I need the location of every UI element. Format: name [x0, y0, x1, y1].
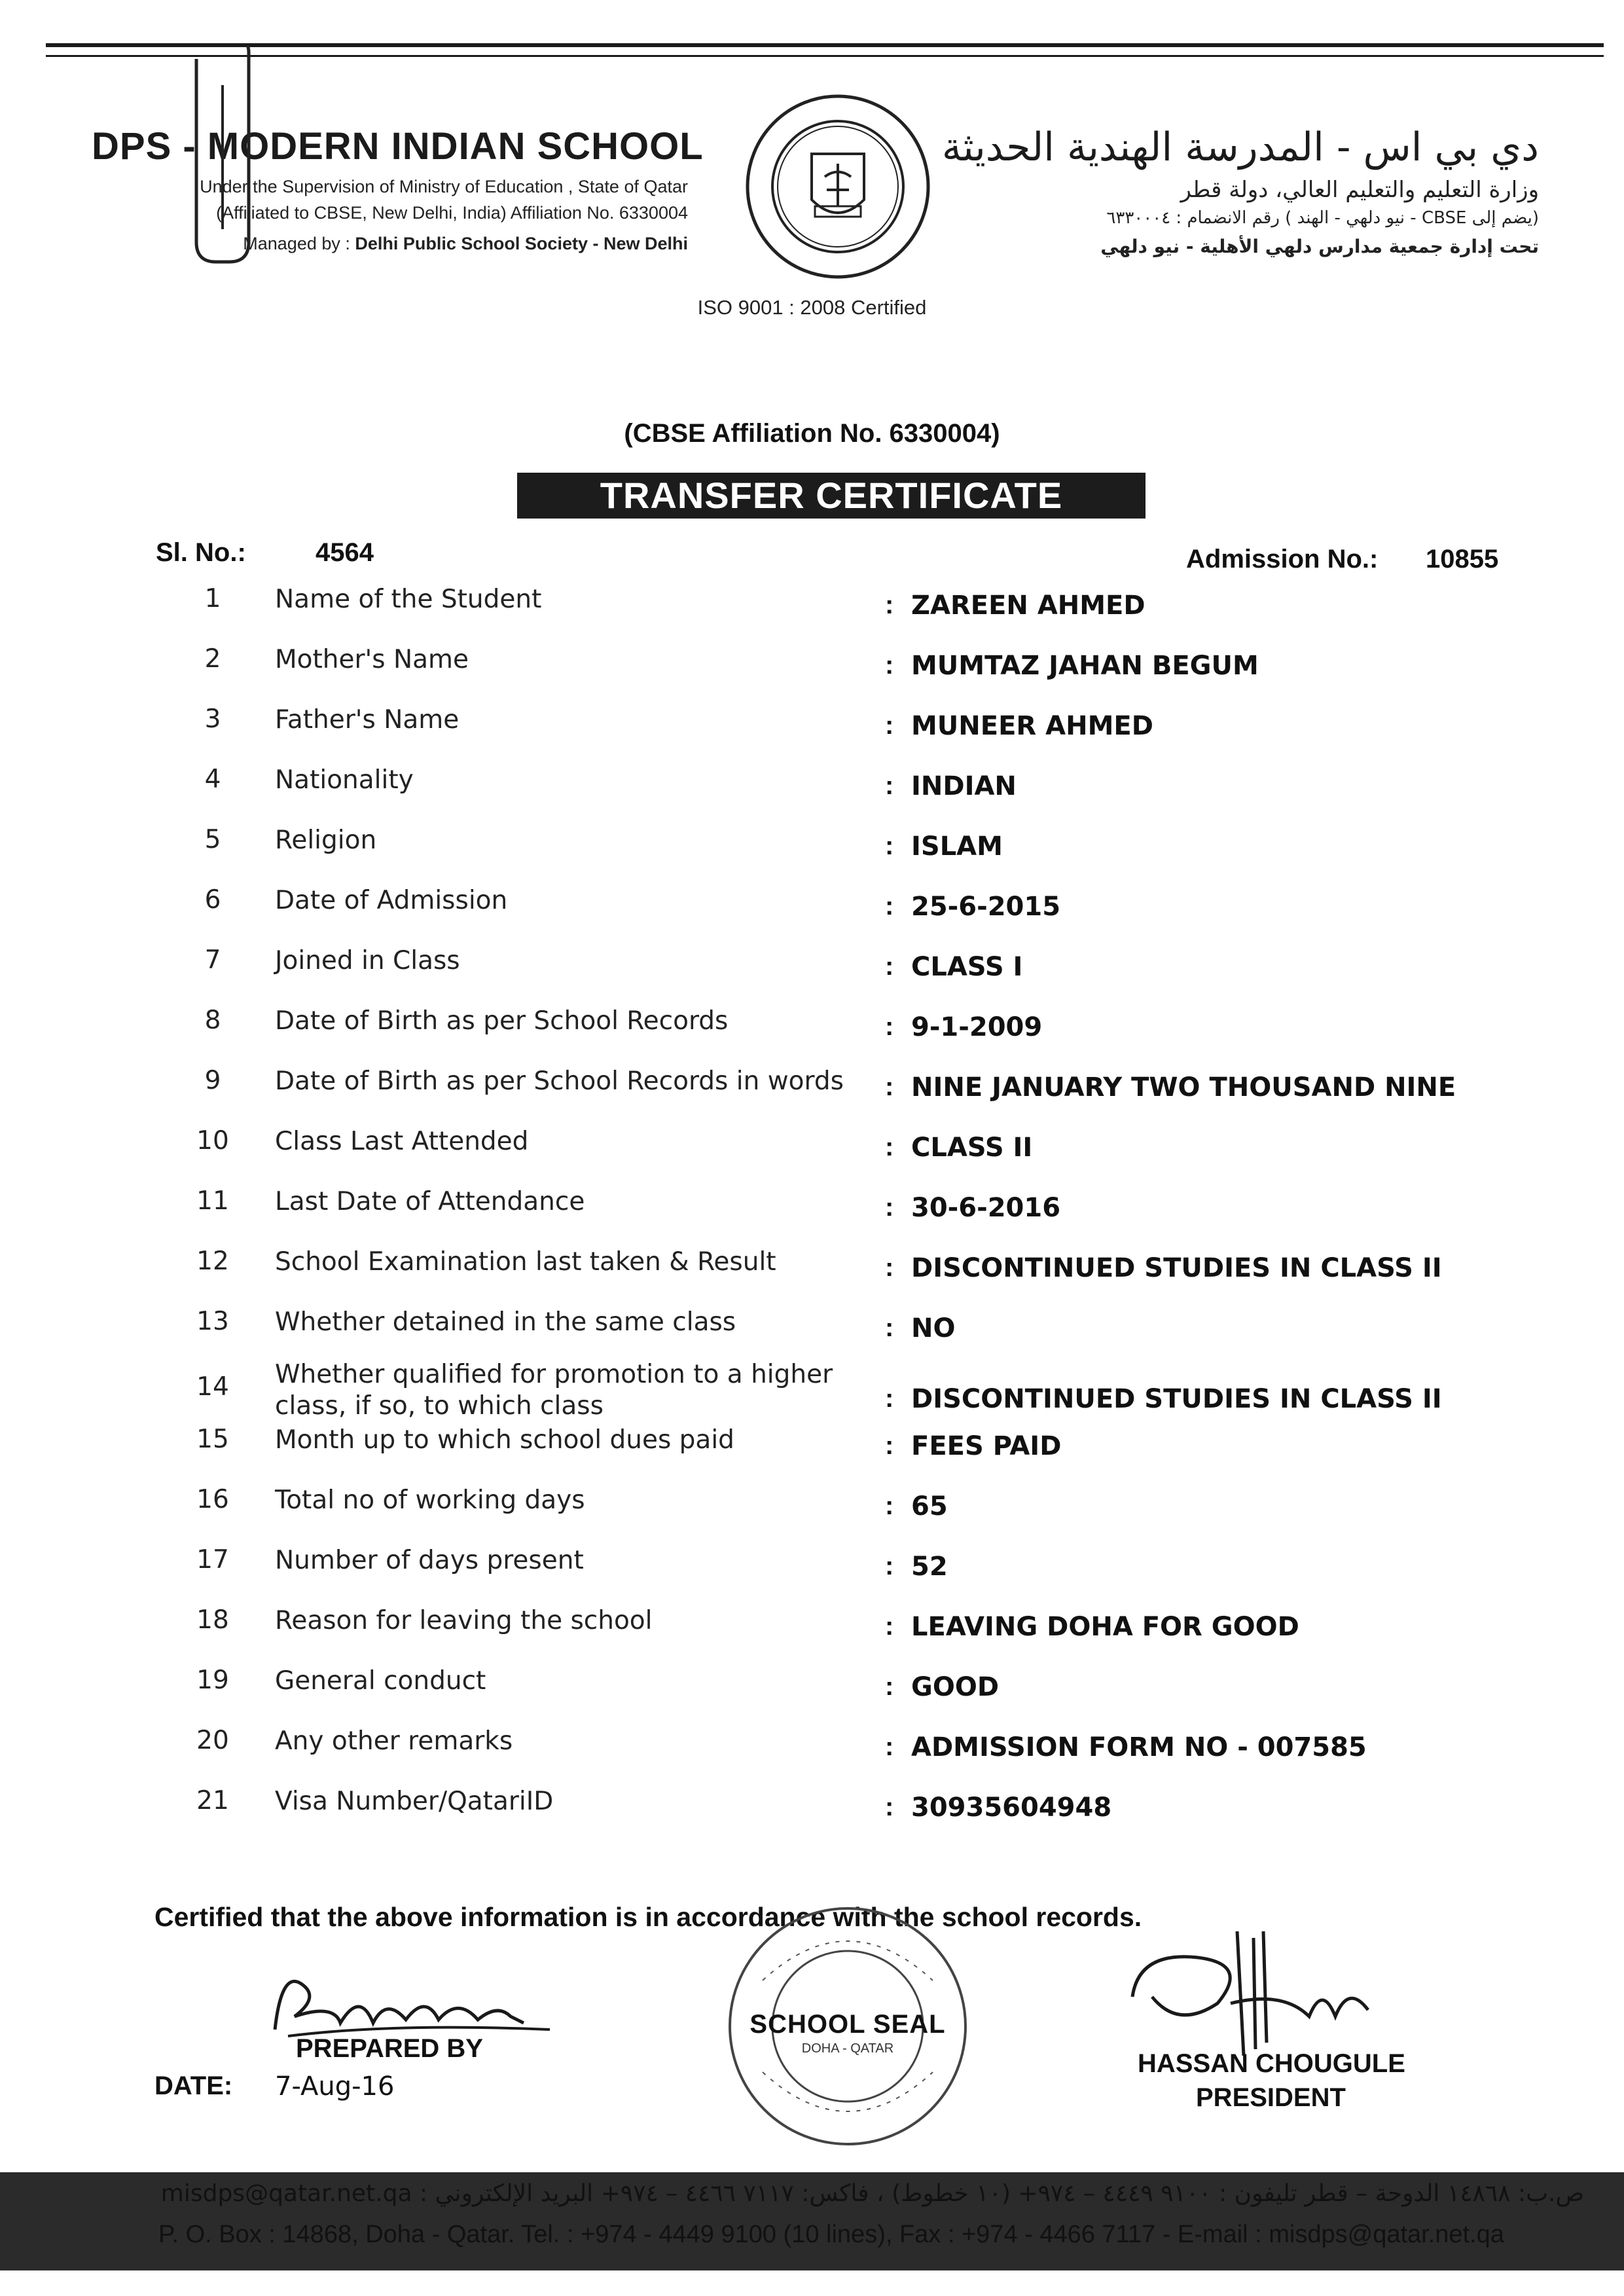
row-colon: :: [885, 1431, 894, 1460]
certificate-row: [0, 1666, 1624, 1724]
certificate-row: [0, 1126, 1624, 1185]
row-colon: :: [885, 1491, 894, 1520]
row-value: 30935604948: [911, 1793, 1112, 1823]
row-value: ZAREEN AHMED: [911, 591, 1146, 621]
certificate-row: [0, 825, 1624, 884]
row-number: 16: [196, 1485, 229, 1514]
row-colon: :: [885, 711, 894, 740]
footer-arabic-contact: ص.ب: ١٤٨٦٨ الدوحة – قطر تليفون : ٩١٠٠ ٤٤٤٩ – ٩٧٤+ (١٠ خطوط) ، فاكس: ٧١١٧ ٤٤٦٦ – ٩٧٤+ البريد الإلكتروني : misdps@qatar.net.qa: [160, 2180, 1584, 2207]
row-colon: :: [885, 952, 894, 981]
row-number: 14: [196, 1372, 229, 1402]
row-value: INDIAN: [911, 771, 1017, 801]
ministry-ar: وزارة التعليم والتعليم العالي، دولة قطر: [1180, 177, 1539, 203]
school-crest-icon: [743, 92, 933, 282]
row-value: GOOD: [911, 1672, 1000, 1702]
certificate-row: [0, 584, 1624, 643]
row-colon: :: [885, 1384, 894, 1413]
admission-no-value: 10855: [1426, 545, 1499, 574]
row-value: MUNEER AHMED: [911, 711, 1153, 741]
row-label: Whether qualified for promotion to a higher class, if so, to which class: [275, 1360, 833, 1421]
row-value: MUMTAZ JAHAN BEGUM: [911, 651, 1259, 681]
row-label: Reason for leaving the school: [275, 1606, 653, 1635]
row-label: Total no of working days: [275, 1485, 585, 1515]
row-number: 1: [204, 584, 221, 613]
row-label: Last Date of Attendance: [275, 1187, 585, 1216]
row-label: Number of days present: [275, 1546, 584, 1575]
affiliation-ar: (يضم إلى CBSE - نيو دلهي - الهند ) رقم الانضمام : ٦٣٣٠٠٠٤: [1106, 208, 1539, 228]
footer-english-contact: P. O. Box : 14868, Doha - Qatar. Tel. : +974 - 4449 9100 (10 lines), Fax : +974 - 4466 7117 - E-mail : misdps@qatar.net.qa: [158, 2221, 1504, 2248]
row-value: 30-6-2016: [911, 1193, 1061, 1223]
certificate-row: [0, 1726, 1624, 1785]
row-number: 2: [204, 644, 221, 674]
managed-by-label: Managed by :: [243, 234, 355, 253]
paperclip-icon: [157, 46, 301, 268]
row-label: School Examination last taken & Result: [275, 1247, 776, 1277]
certificate-row: [0, 1006, 1624, 1065]
row-value: 25-6-2015: [911, 892, 1061, 922]
row-colon: :: [885, 591, 894, 619]
row-value: FEES PAID: [911, 1431, 1062, 1461]
row-label: Date of Birth as per School Records in words: [275, 1066, 844, 1096]
row-label: Father's Name: [275, 705, 460, 735]
row-colon: :: [885, 831, 894, 860]
row-value: CLASS I: [911, 952, 1023, 982]
row-number: 19: [196, 1666, 229, 1695]
school-name-en: DPS - MODERN INDIAN SCHOOL: [92, 125, 704, 168]
row-number: 18: [196, 1605, 229, 1635]
row-colon: :: [885, 892, 894, 920]
president-name: HASSAN CHOUGULE: [1138, 2049, 1405, 2078]
admission-no-label: Admission No.:: [1186, 545, 1379, 574]
date-value: 7-Aug-16: [275, 2071, 395, 2102]
row-value: LEAVING DOHA FOR GOOD: [911, 1612, 1299, 1642]
row-colon: :: [885, 1253, 894, 1282]
row-colon: :: [885, 1012, 894, 1041]
row-number: 13: [196, 1307, 229, 1336]
certification-statement: Certified that the above information is in accordance with the school records.: [154, 1902, 1142, 1932]
affiliation-line: (Affiliated to CBSE, New Delhi, India) Affiliation No. 6330004: [216, 203, 688, 223]
seal-text: SCHOOL SEAL: [749, 2010, 946, 2039]
certificate-row: [0, 1605, 1624, 1664]
seal-subtext: DOHA - QATAR: [801, 2041, 894, 2056]
row-value: NO: [911, 1313, 956, 1343]
row-number: 4: [204, 765, 221, 794]
certificate-row: [0, 1066, 1624, 1125]
certificate-row: [0, 1359, 1624, 1421]
certificate-row: [0, 885, 1624, 944]
row-number: 17: [196, 1545, 229, 1575]
row-number: 15: [196, 1425, 229, 1454]
row-colon: :: [885, 1672, 894, 1701]
row-number: 21: [196, 1786, 229, 1815]
row-colon: :: [885, 1552, 894, 1580]
row-label: Month up to which school dues paid: [275, 1425, 734, 1455]
row-label: Date of Birth as per School Records: [275, 1006, 729, 1036]
certificate-row: [0, 765, 1624, 824]
certificate-row: [0, 945, 1624, 1004]
row-colon: :: [885, 1133, 894, 1161]
row-label: Joined in Class: [275, 946, 460, 975]
row-label: Religion: [275, 826, 377, 855]
document-title: TRANSFER CERTIFICATE: [517, 473, 1146, 519]
row-number: 8: [204, 1006, 221, 1035]
row-colon: :: [885, 771, 894, 800]
certificate-row: [0, 1425, 1624, 1484]
row-label: Nationality: [275, 765, 414, 795]
row-value: ISLAM: [911, 831, 1003, 862]
certificate-row: [0, 644, 1624, 703]
row-label: Whether detained in the same class: [275, 1307, 736, 1337]
certificate-row: [0, 1186, 1624, 1245]
sl-no-label: Sl. No.:: [156, 538, 246, 567]
certificate-row: [0, 1247, 1624, 1305]
row-colon: :: [885, 1072, 894, 1101]
row-value: 9-1-2009: [911, 1012, 1043, 1042]
row-number: 6: [204, 885, 221, 915]
row-colon: :: [885, 1193, 894, 1222]
row-value: 65: [911, 1491, 948, 1522]
row-number: 12: [196, 1247, 229, 1276]
certificate-row: [0, 1545, 1624, 1604]
certificate-row: [0, 1307, 1624, 1366]
row-colon: :: [885, 1732, 894, 1761]
certificate-row: [0, 1786, 1624, 1845]
row-value: 52: [911, 1552, 948, 1582]
row-value: DISCONTINUED STUDIES IN CLASS II: [911, 1384, 1442, 1414]
row-label: Visa Number/QatariID: [275, 1787, 554, 1816]
cbse-affiliation: (CBSE Affiliation No. 6330004): [624, 419, 1000, 448]
row-colon: :: [885, 1793, 894, 1821]
row-number: 5: [204, 825, 221, 854]
managed-by-ar: تحت إدارة جمعية مدارس دلهي الأهلية - نيو دلهي: [1100, 236, 1539, 257]
row-number: 9: [204, 1066, 221, 1095]
certificate-row: [0, 1485, 1624, 1544]
row-colon: :: [885, 651, 894, 680]
certificate-row: [0, 704, 1624, 763]
row-label: General conduct: [275, 1666, 486, 1696]
school-name-ar: دي بي اس - المدرسة الهندية الحديثة: [941, 124, 1539, 170]
iso-certification: ISO 9001 : 2008 Certified: [697, 296, 927, 319]
row-label: Mother's Name: [275, 645, 469, 674]
row-label: Date of Admission: [275, 886, 508, 915]
row-colon: :: [885, 1313, 894, 1342]
row-label: Class Last Attended: [275, 1127, 529, 1156]
row-value: DISCONTINUED STUDIES IN CLASS II: [911, 1253, 1442, 1283]
row-value: CLASS II: [911, 1133, 1033, 1163]
row-colon: :: [885, 1612, 894, 1641]
supervision-line: Under the Supervision of Ministry of Education , State of Qatar: [200, 177, 688, 196]
row-number: 7: [204, 945, 221, 975]
row-label: Name of the Student: [275, 585, 542, 614]
date-label: DATE:: [154, 2071, 233, 2100]
sl-no-value: 4564: [316, 538, 374, 567]
row-number: 11: [196, 1186, 229, 1216]
row-value: ADMISSION FORM NO - 007585: [911, 1732, 1367, 1762]
president-title: PRESIDENT: [1196, 2083, 1346, 2112]
managed-by-line: [243, 234, 688, 254]
row-number: 10: [196, 1126, 229, 1156]
row-number: 3: [204, 704, 221, 734]
managed-by-value: Delhi Public School Society - New Delhi: [355, 234, 688, 253]
row-value: NINE JANUARY TWO THOUSAND NINE: [911, 1072, 1456, 1102]
row-number: 20: [196, 1726, 229, 1755]
prepared-by-label: PREPARED BY: [296, 2034, 483, 2063]
row-label: Any other remarks: [275, 1726, 513, 1756]
